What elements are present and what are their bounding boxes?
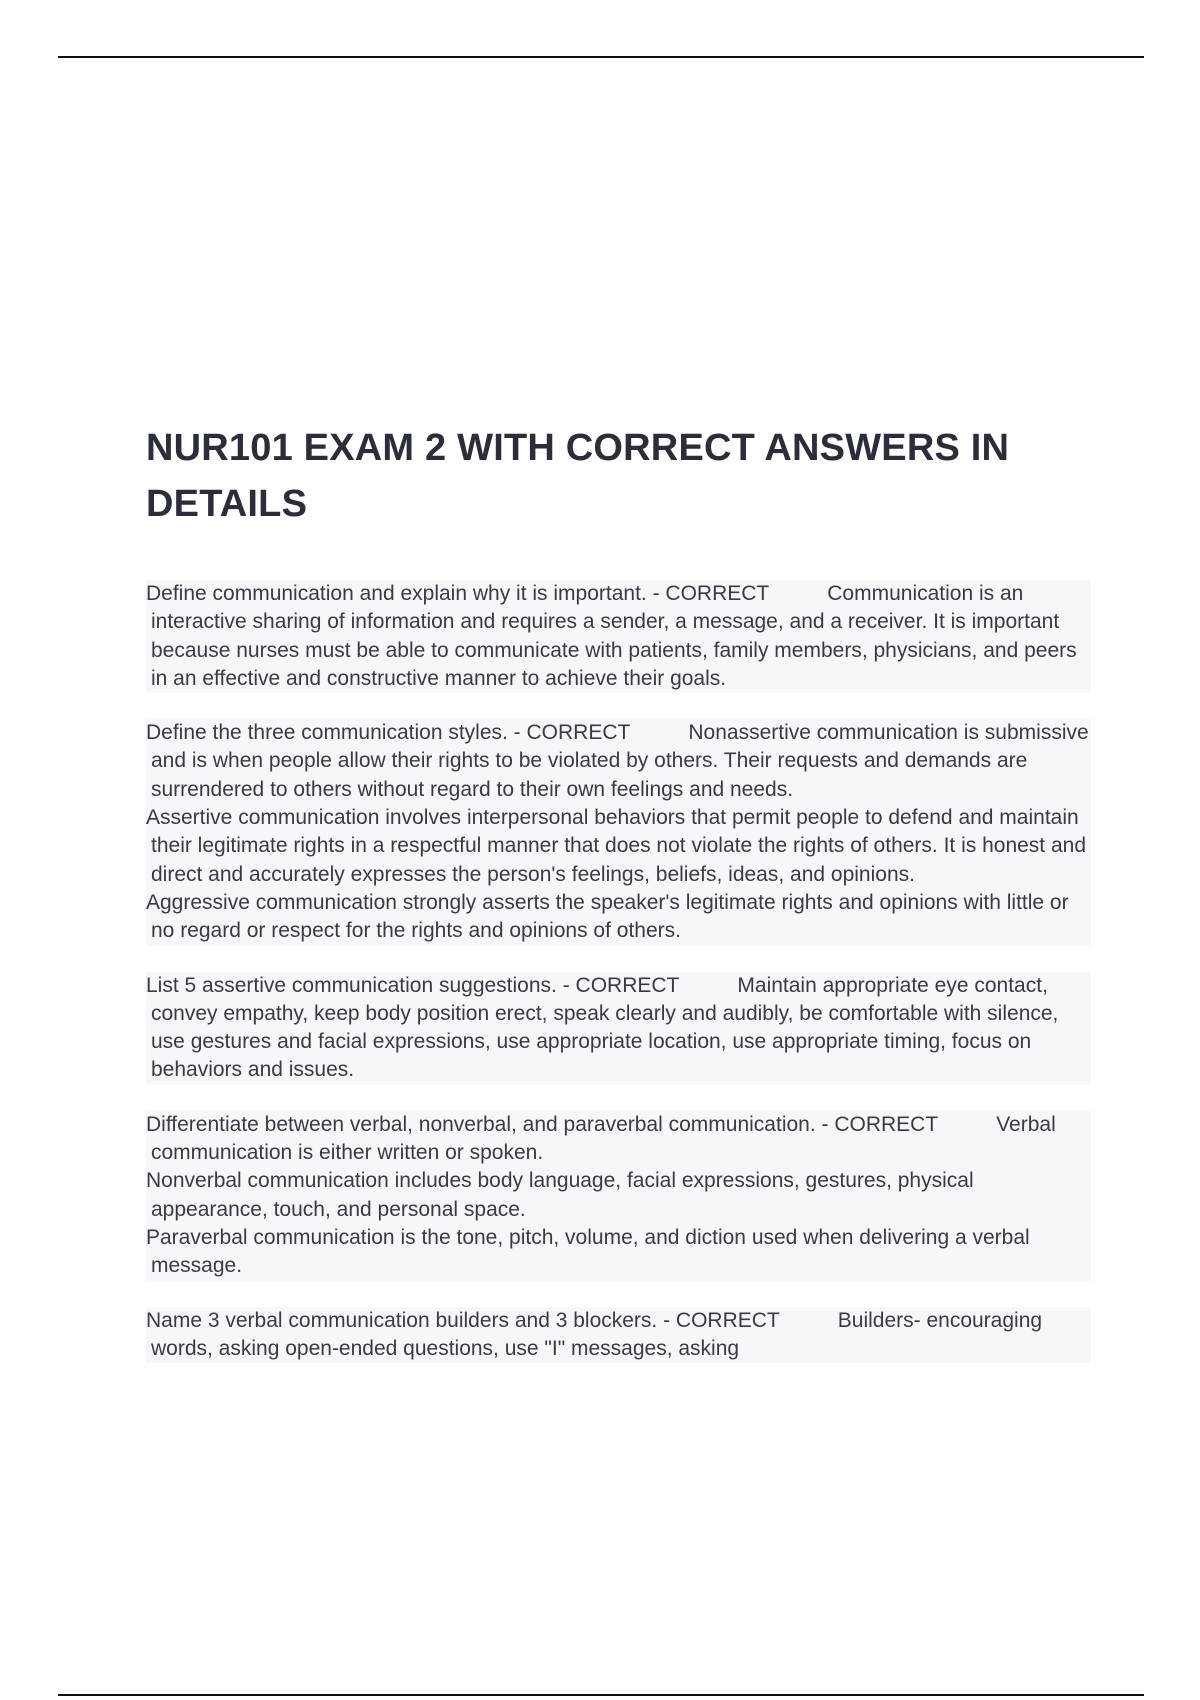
answer-paragraph: Aggressive communication strongly asserts the speaker's legitimate rights and opinions with little or no regard or respect for the rights and opinions of others. (146, 889, 1091, 946)
question-text: Name 3 verbal communication builders and 3 blockers. - (146, 1308, 671, 1332)
question-text: Define communication and explain why it is important. - (146, 582, 660, 605)
qa-first-paragraph (146, 580, 1091, 693)
qa-entry (146, 580, 1091, 693)
question-text: List 5 assertive communication suggestions. - (146, 973, 570, 997)
qa-first-paragraph (146, 719, 1091, 804)
answer-text: Maintain appropriate eye contact, convey empathy, keep body position erect, speak clearly and audibly, be comfortable with silence, use gestures and facial expressions, use appropriate location, use appropriate timing, focus on behaviors and issues. (151, 973, 1059, 1082)
qa-entry (146, 1111, 1091, 1281)
qa-first-paragraph (146, 1111, 1091, 1168)
qa-first-paragraph (146, 972, 1091, 1085)
answer-paragraph: Paraverbal communication is the tone, pitch, volume, and diction used when delivering a verbal message. (146, 1224, 1091, 1281)
qa-first-paragraph (146, 1307, 1091, 1364)
correct-marker: CORRECT (665, 582, 770, 605)
answer-paragraph: Assertive communication involves interpersonal behaviors that permit people to defend and maintain their legitimate rights in a respectful manner that does not violate the rights of others. It is honest and direct and accurately expresses the person's feelings, beliefs, ideas, and opinions. (146, 804, 1091, 889)
answer-text: Communication is an interactive sharing of information and requires a sender, a message, and a receiver. It is important because nurses must be able to communicate with patients, family members, physicians, and peers in an effective and constructive manner to achieve their goals. (151, 582, 1077, 690)
correct-marker: CORRECT (834, 1112, 939, 1136)
qa-entry (146, 1307, 1091, 1364)
answer-text: Nonassertive communication is submissive and is when people allow their rights to be violated by others. Their requests and demands are surrendered to others without regard to their own feelings and needs. (151, 721, 1089, 801)
bottom-rule (58, 1694, 1144, 1696)
top-rule (58, 56, 1144, 58)
qa-entry (146, 972, 1091, 1085)
qa-list (146, 580, 1091, 1389)
correct-marker: CORRECT (675, 1308, 780, 1332)
qa-entry (146, 719, 1091, 945)
correct-marker: CORRECT (575, 973, 680, 997)
question-text: Define the three communication styles. - (146, 721, 521, 745)
answer-text: Builders- encouraging words, asking open-ended questions, use "I" messages, asking (151, 1308, 1043, 1360)
document-title: NUR101 EXAM 2 WITH CORRECT ANSWERS IN DETAILS (146, 427, 1010, 525)
answer-paragraph: Nonverbal communication includes body language, facial expressions, gestures, physical appearance, touch, and personal space. (146, 1167, 1091, 1224)
answer-text: Verbal communication is either written or spoken. (151, 1112, 1056, 1165)
correct-marker: CORRECT (526, 721, 631, 745)
question-text: Differentiate between verbal, nonverbal, and paraverbal communication. - (146, 1112, 829, 1136)
